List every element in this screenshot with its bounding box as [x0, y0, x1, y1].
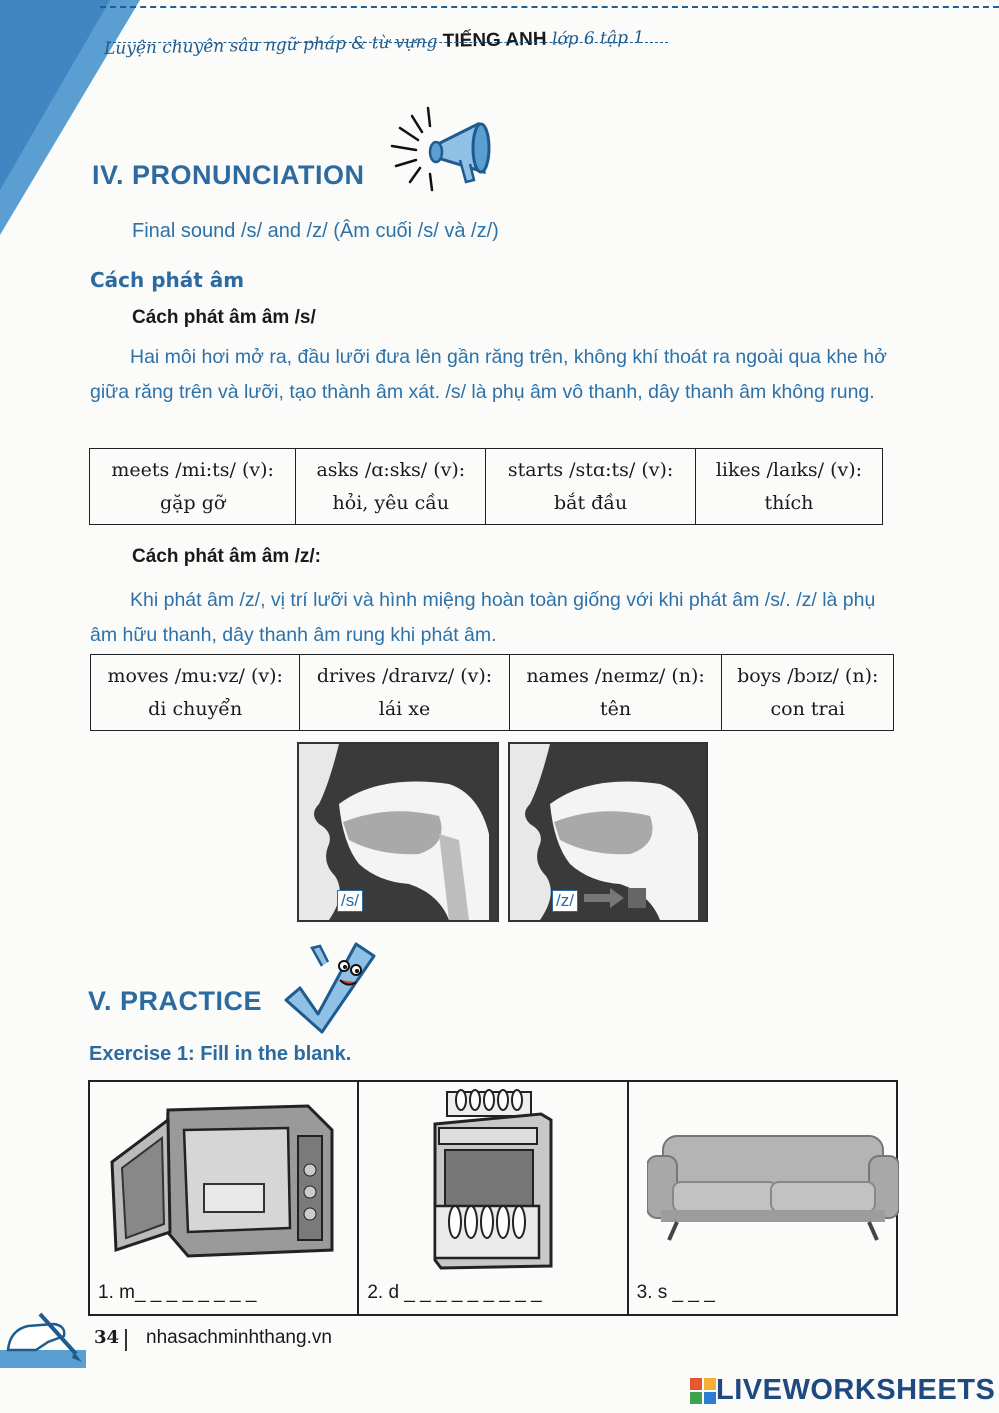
z-sound-heading: Cách phát âm âm /z/: [132, 546, 321, 567]
exercise-prompt-2[interactable]: 2. d _ _ _ _ _ _ _ _ _ [367, 1282, 542, 1303]
table-row [90, 449, 883, 525]
running-head [104, 27, 645, 60]
word-cell [486, 449, 696, 525]
word-cell [722, 655, 894, 731]
s-sound-heading: Cách phát âm âm /s/ [132, 307, 316, 328]
word-meaning: di chuyển [148, 698, 243, 720]
word-meaning: lái xe [378, 698, 431, 720]
series-subject: TIẾNG ANH [442, 28, 547, 52]
dishwasher-illustration [421, 1088, 561, 1270]
corner-decoration [0, 0, 140, 240]
exercise-prompt-1[interactable]: 1. m_ _ _ _ _ _ _ _ [98, 1282, 257, 1303]
word-meaning: gặp gỡ [160, 492, 226, 514]
table-row [91, 655, 894, 731]
diagram-label-z: /z/ [552, 890, 578, 912]
word-entry: drives /draɪvz/ (v): [316, 665, 493, 687]
exercise-prompt-3[interactable]: 3. s _ _ _ [636, 1282, 715, 1303]
mouth-profile-illustration [299, 744, 497, 920]
running-head-underline [108, 42, 668, 43]
word-entry: likes /laɪks/ (v): [715, 459, 863, 481]
z-sound-description: Khi phát âm /z/, vị trí lưỡi và hình miệng hoàn toàn giống với khi phát âm /s/. /z/ là phụ âm hữu thanh, dây thanh âm rung khi phát âm. [90, 589, 876, 646]
exercise-item-microwave [90, 1082, 359, 1314]
z-word-table [90, 654, 894, 731]
word-entry: asks /ɑ:sks/ (v): [316, 459, 466, 481]
liveworksheets-watermark [690, 1374, 995, 1407]
word-meaning: con trai [770, 698, 845, 720]
word-meaning: tên [600, 698, 632, 720]
s-sound-description: Hai môi hơi mở ra, đầu lưỡi đưa lên gần răng trên, không khí thoát ra ngoài qua khe hở giữa răng trên và lưỡi, tạo thành âm xát. /s/ là phụ âm vô thanh, dây thanh âm không rung. [90, 346, 887, 403]
liveworksheets-logo-icon [690, 1378, 716, 1404]
checkmark-mascot-icon [282, 936, 382, 1036]
word-meaning: bắt đầu [554, 492, 628, 514]
pronunciation-heading: Cách phát âm [90, 268, 245, 292]
microwave-illustration [108, 1100, 336, 1260]
word-cell [90, 449, 296, 525]
diagram-label-s: /s/ [337, 890, 363, 912]
word-cell [300, 655, 509, 731]
exercise-1-title: Exercise 1: Fill in the blank. [89, 1043, 352, 1065]
mouth-diagram-s [297, 742, 499, 922]
word-entry: boys /bɔɪz/ (n): [737, 665, 879, 687]
word-entry: names /neɪmz/ (n): [526, 665, 705, 687]
publisher-website: nhasachminhthang.vn [146, 1327, 332, 1348]
sofa-illustration [647, 1130, 899, 1242]
mouth-profile-illustration [510, 744, 706, 920]
footer-divider [125, 1329, 127, 1351]
page-number: 34 [94, 1327, 120, 1348]
writing-hand-icon [0, 1306, 86, 1368]
section-title-pronunciation: IV. PRONUNCIATION [92, 160, 365, 190]
word-cell [509, 655, 722, 731]
word-cell [695, 449, 882, 525]
exercise-item-dishwasher [359, 1082, 628, 1314]
s-word-table [89, 448, 883, 525]
exercise-picture-grid [88, 1080, 898, 1316]
series-suffix: lớp 6 tập 1 [551, 27, 645, 50]
megaphone-icon [382, 102, 502, 198]
exercise-item-sofa [629, 1082, 896, 1314]
word-meaning: thích [764, 492, 814, 514]
series-prefix: Luyện chuyên sâu ngữ pháp & từ vựng [103, 32, 438, 59]
word-entry: meets /mi:ts/ (v): [111, 459, 274, 481]
section-title-practice: V. PRACTICE [88, 986, 263, 1016]
word-entry: moves /mu:vz/ (v): [107, 665, 283, 687]
word-entry: starts /stɑ:ts/ (v): [507, 459, 674, 481]
header-dashed-rule [100, 6, 999, 8]
word-cell [91, 655, 300, 731]
pronunciation-subtitle: Final sound /s/ and /z/ (Âm cuối /s/ và /z/) [132, 220, 499, 242]
mouth-diagram-z [508, 742, 708, 922]
word-meaning: hỏi, yêu cầu [332, 492, 450, 514]
watermark-text: LIVEWORKSHEETS [716, 1374, 996, 1406]
word-cell [296, 449, 486, 525]
